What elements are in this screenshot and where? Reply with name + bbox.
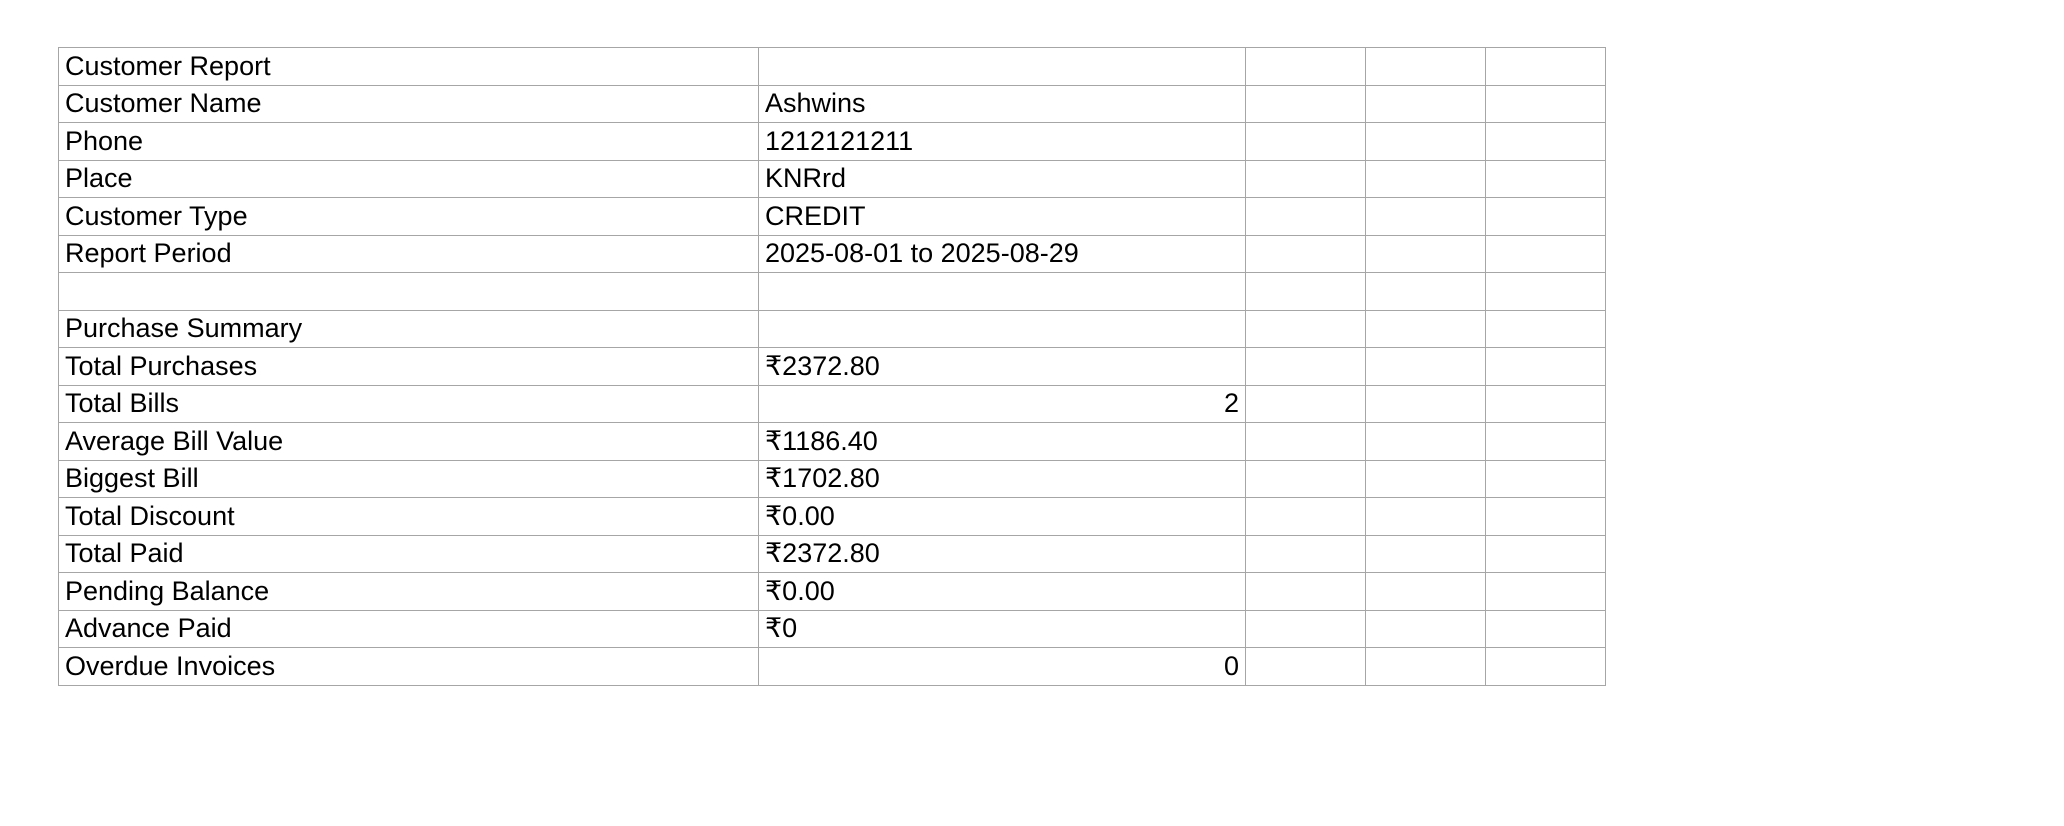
label-cell[interactable]: Biggest Bill bbox=[59, 460, 759, 498]
table-row bbox=[59, 198, 1606, 236]
empty-cell[interactable] bbox=[1366, 535, 1486, 573]
empty-cell[interactable] bbox=[1366, 235, 1486, 273]
empty-cell[interactable] bbox=[1486, 310, 1606, 348]
empty-cell[interactable] bbox=[1486, 498, 1606, 536]
empty-cell[interactable] bbox=[1486, 123, 1606, 161]
empty-cell[interactable] bbox=[1366, 423, 1486, 461]
label-cell[interactable]: Place bbox=[59, 160, 759, 198]
empty-cell[interactable] bbox=[1366, 573, 1486, 611]
value-cell[interactable]: ₹1702.80 bbox=[759, 460, 1246, 498]
empty-cell[interactable] bbox=[1486, 348, 1606, 386]
empty-cell[interactable] bbox=[1366, 160, 1486, 198]
table-row bbox=[59, 498, 1606, 536]
table-row bbox=[59, 648, 1606, 686]
empty-cell[interactable] bbox=[1486, 48, 1606, 86]
empty-cell[interactable] bbox=[1366, 348, 1486, 386]
label-cell[interactable]: Average Bill Value bbox=[59, 423, 759, 461]
empty-cell[interactable] bbox=[1246, 498, 1366, 536]
table-row bbox=[59, 123, 1606, 161]
table-row bbox=[59, 423, 1606, 461]
label-cell[interactable]: Report Period bbox=[59, 235, 759, 273]
empty-cell[interactable] bbox=[1246, 423, 1366, 461]
label-cell[interactable]: Purchase Summary bbox=[59, 310, 759, 348]
empty-cell[interactable] bbox=[1246, 648, 1366, 686]
value-cell[interactable]: ₹2372.80 bbox=[759, 348, 1246, 386]
value-cell[interactable]: Ashwins bbox=[759, 85, 1246, 123]
empty-cell[interactable] bbox=[1486, 235, 1606, 273]
label-cell[interactable]: Total Purchases bbox=[59, 348, 759, 386]
label-cell[interactable]: Pending Balance bbox=[59, 573, 759, 611]
empty-cell[interactable] bbox=[1366, 198, 1486, 236]
empty-cell[interactable] bbox=[1366, 498, 1486, 536]
value-cell[interactable]: 2 bbox=[759, 385, 1246, 423]
empty-cell[interactable] bbox=[1366, 648, 1486, 686]
table-row bbox=[59, 273, 1606, 311]
table-row bbox=[59, 48, 1606, 86]
empty-cell[interactable] bbox=[1246, 535, 1366, 573]
empty-cell[interactable] bbox=[1486, 573, 1606, 611]
empty-cell[interactable] bbox=[1246, 310, 1366, 348]
empty-cell[interactable] bbox=[1246, 385, 1366, 423]
label-cell[interactable]: Advance Paid bbox=[59, 610, 759, 648]
value-cell[interactable] bbox=[759, 310, 1246, 348]
empty-cell[interactable] bbox=[1246, 198, 1366, 236]
empty-cell[interactable] bbox=[1366, 123, 1486, 161]
value-cell[interactable]: 1212121211 bbox=[759, 123, 1246, 161]
value-cell[interactable]: ₹1186.40 bbox=[759, 423, 1246, 461]
table-row bbox=[59, 535, 1606, 573]
value-cell[interactable]: 0 bbox=[759, 648, 1246, 686]
table-row bbox=[59, 610, 1606, 648]
table-row bbox=[59, 235, 1606, 273]
value-cell[interactable]: KNRrd bbox=[759, 160, 1246, 198]
empty-cell[interactable] bbox=[1486, 460, 1606, 498]
label-cell[interactable]: Phone bbox=[59, 123, 759, 161]
empty-cell[interactable] bbox=[1366, 460, 1486, 498]
empty-cell[interactable] bbox=[1246, 573, 1366, 611]
empty-cell[interactable] bbox=[1486, 160, 1606, 198]
value-cell[interactable]: 2025-08-01 to 2025-08-29 bbox=[759, 235, 1246, 273]
empty-cell[interactable] bbox=[1246, 123, 1366, 161]
empty-cell[interactable] bbox=[1366, 610, 1486, 648]
empty-cell[interactable] bbox=[1366, 85, 1486, 123]
table-row bbox=[59, 348, 1606, 386]
report-sheet bbox=[58, 47, 1606, 686]
table-row bbox=[59, 85, 1606, 123]
empty-cell[interactable] bbox=[1246, 460, 1366, 498]
value-cell[interactable]: CREDIT bbox=[759, 198, 1246, 236]
table-row bbox=[59, 573, 1606, 611]
empty-cell[interactable] bbox=[1486, 85, 1606, 123]
label-cell[interactable]: Total Paid bbox=[59, 535, 759, 573]
empty-cell[interactable] bbox=[1486, 273, 1606, 311]
label-cell[interactable] bbox=[59, 273, 759, 311]
table-row bbox=[59, 460, 1606, 498]
empty-cell[interactable] bbox=[1246, 348, 1366, 386]
value-cell[interactable] bbox=[759, 48, 1246, 86]
empty-cell[interactable] bbox=[1246, 85, 1366, 123]
empty-cell[interactable] bbox=[1366, 385, 1486, 423]
value-cell[interactable]: ₹0 bbox=[759, 610, 1246, 648]
empty-cell[interactable] bbox=[1366, 310, 1486, 348]
empty-cell[interactable] bbox=[1486, 610, 1606, 648]
empty-cell[interactable] bbox=[1486, 385, 1606, 423]
value-cell[interactable]: ₹0.00 bbox=[759, 573, 1246, 611]
sheet-body bbox=[59, 48, 1606, 686]
empty-cell[interactable] bbox=[1486, 423, 1606, 461]
empty-cell[interactable] bbox=[1246, 160, 1366, 198]
empty-cell[interactable] bbox=[1246, 235, 1366, 273]
label-cell[interactable]: Customer Type bbox=[59, 198, 759, 236]
table-row bbox=[59, 385, 1606, 423]
label-cell[interactable]: Total Discount bbox=[59, 498, 759, 536]
value-cell[interactable] bbox=[759, 273, 1246, 311]
empty-cell[interactable] bbox=[1486, 648, 1606, 686]
label-cell[interactable]: Total Bills bbox=[59, 385, 759, 423]
value-cell[interactable]: ₹0.00 bbox=[759, 498, 1246, 536]
value-cell[interactable]: ₹2372.80 bbox=[759, 535, 1246, 573]
table-row bbox=[59, 160, 1606, 198]
empty-cell[interactable] bbox=[1486, 198, 1606, 236]
empty-cell[interactable] bbox=[1246, 48, 1366, 86]
empty-cell[interactable] bbox=[1246, 610, 1366, 648]
empty-cell[interactable] bbox=[1486, 535, 1606, 573]
empty-cell[interactable] bbox=[1366, 48, 1486, 86]
label-cell[interactable]: Overdue Invoices bbox=[59, 648, 759, 686]
label-cell[interactable]: Customer Report bbox=[59, 48, 759, 86]
table-row bbox=[59, 310, 1606, 348]
empty-cell[interactable] bbox=[1366, 273, 1486, 311]
label-cell[interactable]: Customer Name bbox=[59, 85, 759, 123]
empty-cell[interactable] bbox=[1246, 273, 1366, 311]
